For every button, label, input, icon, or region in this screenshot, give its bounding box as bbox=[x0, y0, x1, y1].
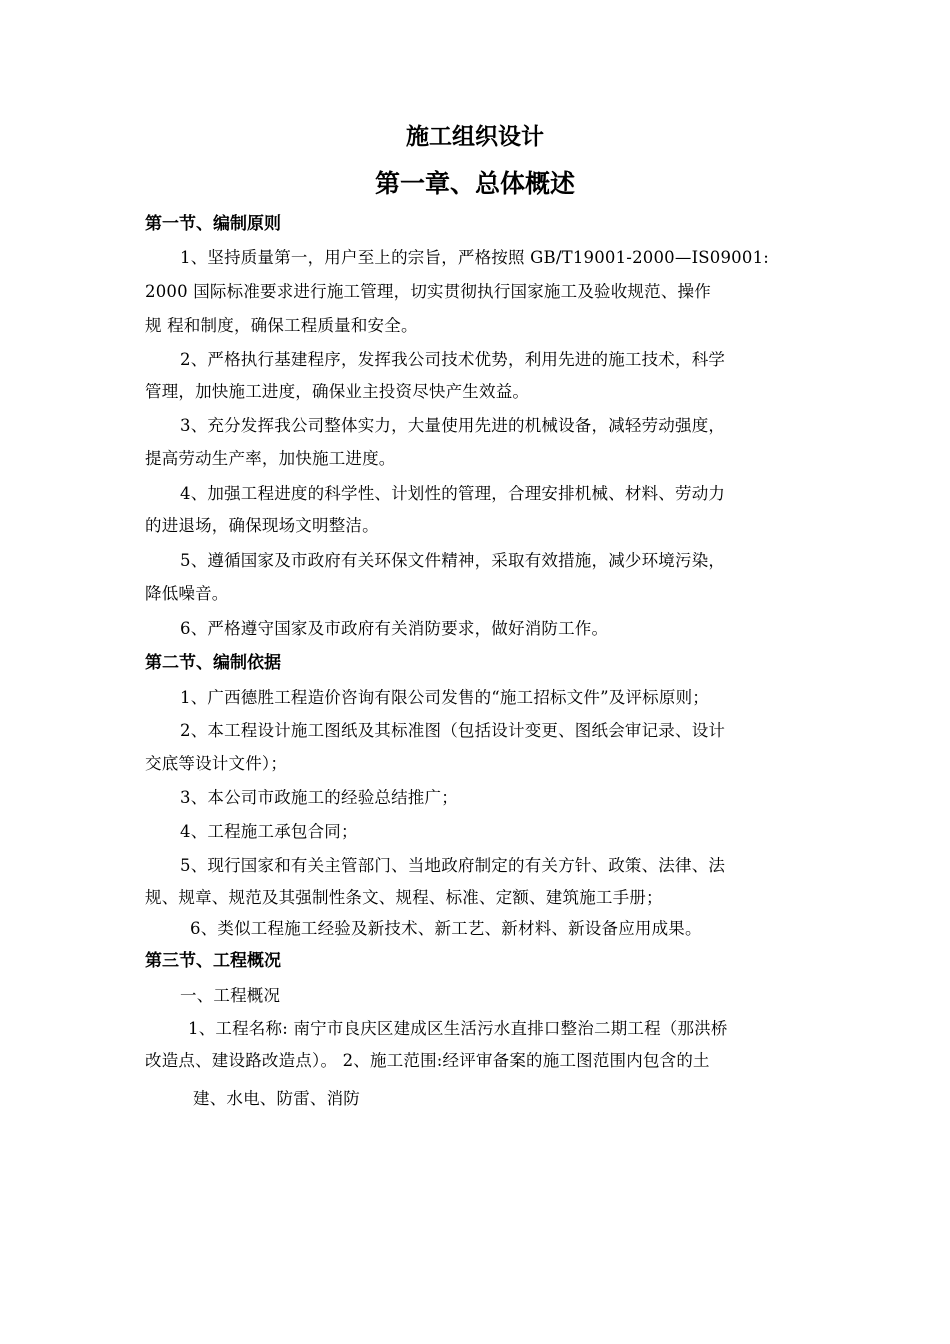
paragraph-line: 2、严格执行基建程序，发挥我公司技术优势，利用先进的施工技术，科学 bbox=[180, 350, 726, 369]
paragraph-line: 5、遵循国家及市政府有关环保文件精神，采取有效措施，减少环境污染， bbox=[180, 551, 726, 570]
paragraph-line: 3、本公司市政施工的经验总结推广； bbox=[180, 788, 458, 807]
paragraph-line: 规 程和制度，确保工程质量和安全。 bbox=[145, 316, 418, 335]
paragraph-line: 的进退场，确保现场文明整洁。 bbox=[145, 516, 379, 535]
paragraph-line: 改造点、建设路改造点）。 2、施工范围:经评审备案的施工图范围内包含的土 bbox=[145, 1051, 710, 1070]
paragraph-line: 交底等设计文件）； bbox=[145, 754, 288, 773]
paragraph-line: 建、水电、防雷、消防 bbox=[193, 1089, 360, 1108]
paragraph-line: 1、广西德胜工程造价咨询有限公司发售的“施工招标文件”及评标原则； bbox=[180, 688, 709, 707]
paragraph-line: 1、工程名称: 南宁市良庆区建成区生活污水直排口整治二期工程（那洪桥 bbox=[188, 1019, 728, 1038]
paragraph-line: 降低噪音。 bbox=[145, 584, 229, 603]
section2-heading: 第二节、编制依据 bbox=[145, 653, 281, 673]
paragraph-line: 2000 国际标准要求进行施工管理，切实贯彻执行国家施工及验收规范、操作 bbox=[145, 282, 711, 301]
paragraph-line: 提高劳动生产率，加快施工进度。 bbox=[145, 449, 396, 468]
paragraph-line: 4、工程施工承包合同； bbox=[180, 822, 358, 841]
document-title: 施工组织设计 bbox=[406, 123, 544, 150]
paragraph-line: 6、类似工程施工经验及新技术、新工艺、新材料、新设备应用成果。 bbox=[190, 919, 702, 938]
paragraph-line: 一、工程概况 bbox=[180, 986, 281, 1005]
paragraph-line: 管理，加快施工进度，确保业主投资尽快产生效益。 bbox=[145, 382, 530, 401]
paragraph-line: 3、充分发挥我公司整体实力，大量使用先进的机械设备，减轻劳动强度， bbox=[180, 416, 726, 435]
paragraph-line: 2、本工程设计施工图纸及其标准图（包括设计变更、图纸会审记录、设计 bbox=[180, 721, 726, 740]
paragraph-line: 规、规章、规范及其强制性条文、规程、标准、定额、建筑施工手册； bbox=[145, 888, 663, 907]
paragraph-line: 6、严格遵守国家及市政府有关消防要求，做好消防工作。 bbox=[180, 619, 609, 638]
paragraph-line: 1、坚持质量第一，用户至上的宗旨，严格按照 GB/T19001-2000—IS09001: bbox=[180, 248, 770, 267]
paragraph-line: 5、现行国家和有关主管部门、当地政府制定的有关方针、政策、法律、法 bbox=[180, 856, 726, 875]
paragraph-line: 4、加强工程进度的科学性、计划性的管理，合理安排机械、材料、劳动力 bbox=[180, 484, 726, 503]
section1-heading: 第一节、编制原则 bbox=[145, 214, 281, 234]
section3-heading: 第三节、工程概况 bbox=[145, 951, 281, 971]
chapter-title: 第一章、总体概述 bbox=[374, 169, 575, 198]
